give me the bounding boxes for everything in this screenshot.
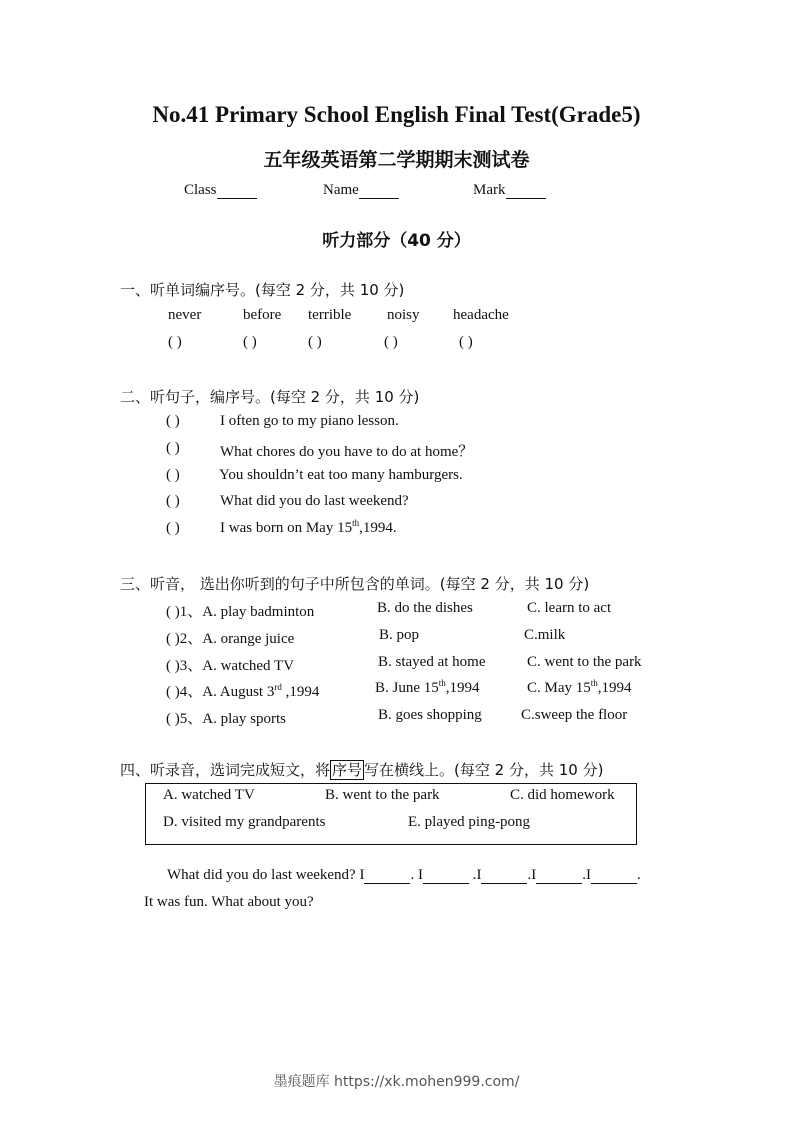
q2-answer-blank: ( ) [166, 493, 180, 509]
q1-answer-blank: ( ) [459, 334, 473, 350]
q1-answer-blank: ( ) [308, 334, 322, 350]
q3-heading: 三、听音， 选出你听到的句子中所包含的单词。(每空 2 分，共 10 分) [120, 575, 590, 593]
q1-answer-blank: ( ) [384, 334, 398, 350]
q4-heading: 四、听录音，选词完成短文，将 序号 写在横线上。(每空 2 分，共 10 分) [120, 761, 604, 779]
q3-option-a: ( )2、A. orange juice [166, 631, 295, 647]
q2-answer-blank: ( ) [166, 467, 180, 483]
q2-sentence: What chores do you have to do at home？ [220, 444, 474, 460]
listening-section-title: 听力部分（40 分） [322, 231, 471, 251]
q1-word: headache [453, 307, 509, 323]
q3-option-b: B. goes shopping [378, 707, 482, 723]
mark-field [473, 182, 546, 199]
q4-passage-end: It was fun. What about you? [144, 894, 314, 910]
q4-option-d: D. visited my grandparents [163, 814, 326, 830]
page-subtitle: 五年级英语第二学期期末测试卷 [263, 149, 530, 171]
q1-answer-blank: ( ) [168, 334, 182, 350]
q3-option-b: B. stayed at home [378, 654, 486, 670]
q3-option-a: ( )1、A. play badminton [166, 604, 315, 620]
q3-option-c: C. went to the park [527, 654, 642, 670]
class-blank [217, 184, 257, 199]
page-title: No.41 Primary School English Final Test(Grade5) [152, 102, 641, 127]
q2-sentence: What did you do last weekend? [220, 493, 409, 509]
q3-option-c: C.milk [524, 627, 566, 643]
q3-option-b: B. June 15th,1994 [375, 678, 480, 696]
q3-option-a: ( )3、A. watched TV [166, 658, 295, 674]
footer-watermark: 墨痕题库 https://xk.mohen999.com/ [273, 1074, 520, 1090]
q3-option-a: ( )5、A. play sports [166, 711, 286, 727]
q4-answer-blank [591, 869, 637, 884]
q2-sentence: I was born on May 15th,1994. [220, 518, 397, 536]
name-blank [359, 184, 399, 199]
q3-option-b: B. do the dishes [377, 600, 473, 616]
q2-answer-blank: ( ) [166, 520, 180, 536]
q4-option-a: A. watched TV [163, 787, 255, 803]
q4-answer-blank [364, 869, 410, 884]
q3-option-b: B. pop [379, 627, 420, 643]
q4-heading-boxed-word: 序号 [332, 761, 363, 779]
q1-word: noisy [387, 307, 420, 323]
q4-option-b: B. went to the park [325, 787, 440, 803]
q3-option-a: ( )4、A. August 3rd ,1994 [166, 682, 320, 700]
q4-option-e: E. played ping-pong [408, 814, 531, 830]
q1-answer-blank: ( ) [243, 334, 257, 350]
q1-word: never [168, 307, 202, 323]
q4-option-c: C. did homework [510, 787, 615, 803]
q2-answer-blank: ( ) [166, 440, 180, 456]
mark-blank [506, 184, 546, 199]
q3-option-c: C.sweep the floor [521, 707, 628, 723]
q4-answer-blank [423, 869, 469, 884]
name-field [323, 182, 399, 199]
q2-sentence: I often go to my piano lesson. [220, 413, 399, 429]
q2-sentence: You shouldn’t eat too many hamburgers. [219, 467, 463, 483]
q4-answer-blank [536, 869, 582, 884]
q1-word: before [243, 307, 282, 323]
class-label: Class [184, 182, 217, 198]
q1-word: terrible [308, 307, 352, 323]
q3-option-c: C. May 15th,1994 [527, 678, 632, 696]
q2-heading: 二、听句子，编序号。(每空 2 分，共 10 分) [120, 388, 420, 406]
q2-answer-blank: ( ) [166, 413, 180, 429]
mark-label: Mark [473, 182, 506, 198]
q4-passage-line: What did you do last weekend? I . I .I .I .I . [167, 867, 641, 883]
name-label: Name [323, 182, 359, 198]
q1-heading: 一、听单词编序号。(每空 2 分，共 10 分) [120, 281, 405, 299]
q4-answer-blank [481, 869, 527, 884]
class-field [184, 182, 257, 199]
q3-option-c: C. learn to act [527, 600, 612, 616]
